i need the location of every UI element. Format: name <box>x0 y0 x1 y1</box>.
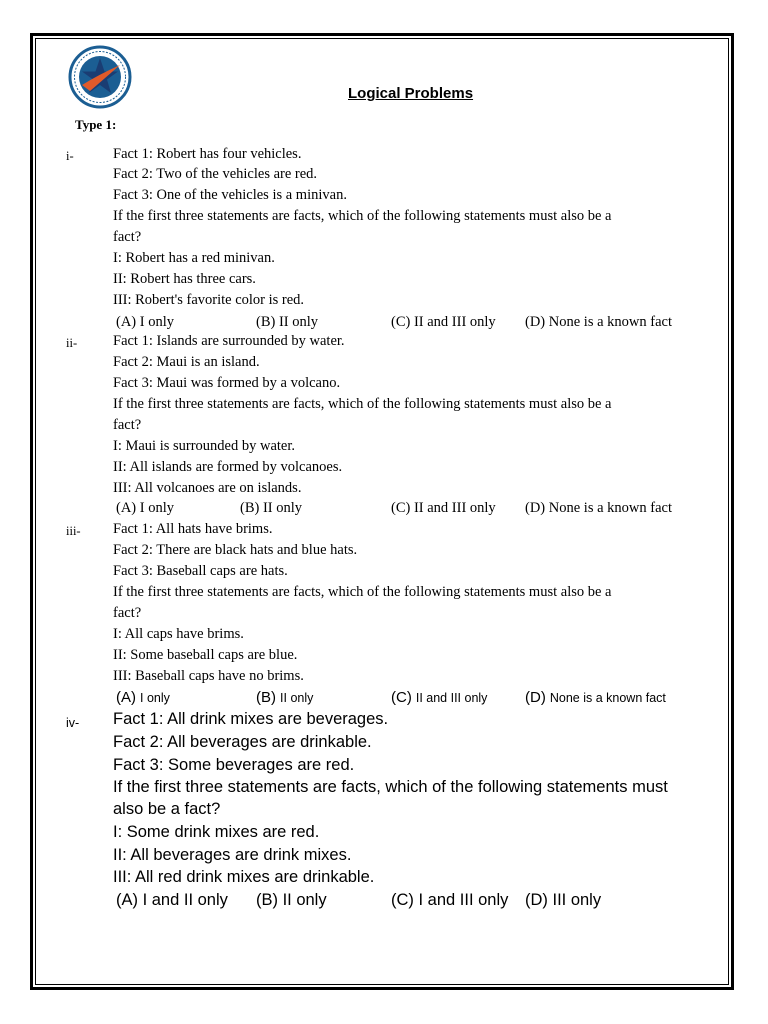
answer-option-b: (B) II only <box>240 500 303 516</box>
question-line: fact? <box>113 417 142 433</box>
section-label: Type 1: <box>75 117 117 132</box>
question-line: II: All beverages are drink mixes. <box>113 846 352 864</box>
question-line: II: All islands are formed by volcanoes. <box>113 459 343 475</box>
question-line: II: Some baseball caps are blue. <box>113 647 298 663</box>
answer-option-d: (D) None is a known fact <box>525 500 672 516</box>
answer-option-b <box>256 688 313 708</box>
answer-option-d: (D) None is a known fact <box>525 314 672 330</box>
question-line: Fact 3: One of the vehicles is a minivan. <box>113 187 347 203</box>
answer-option-c: (C) I and III only <box>391 891 509 909</box>
answer-option-a: (A) I and II only <box>116 891 228 909</box>
question-number: i- <box>66 149 74 163</box>
question-line: II: Robert has three cars. <box>113 271 256 287</box>
option-text: II and III only <box>415 691 488 705</box>
option-letter: (C) <box>391 689 412 706</box>
question-line: Fact 1: Islands are surrounded by water. <box>113 333 345 349</box>
question-line: I: Some drink mixes are red. <box>113 823 320 841</box>
question-number: iv- <box>66 716 80 730</box>
question-line: Fact 3: Maui was formed by a volcano. <box>113 375 341 391</box>
question-line: Fact 3: Baseball caps are hats. <box>113 563 288 579</box>
question-line: Fact 2: Two of the vehicles are red. <box>113 166 318 182</box>
option-text: II only <box>280 691 314 705</box>
question-line: III: Robert's favorite color is red. <box>113 292 305 308</box>
page-title: Logical Problems <box>348 85 474 102</box>
option-text: I only <box>140 691 170 705</box>
question-line: If the first three statements are facts, which of the following statements must also be a <box>113 208 612 224</box>
question-line: Fact 1: All drink mixes are beverages. <box>113 710 389 728</box>
answer-option-a: (A) I only <box>116 500 174 516</box>
question-line: fact? <box>113 229 142 245</box>
question-line: fact? <box>113 605 142 621</box>
question-line: Fact 3: Some beverages are red. <box>113 756 355 774</box>
question-number: ii- <box>66 336 78 350</box>
answer-option-a <box>116 688 170 708</box>
question-line: Fact 2: There are black hats and blue hats. <box>113 542 358 558</box>
answer-option-d: (D) III only <box>525 891 602 909</box>
answer-option-c: (C) II and III only <box>391 314 496 330</box>
question-line: III: All red drink mixes are drinkable. <box>113 868 375 886</box>
question-line: If the first three statements are facts, which of the following statements must <box>113 778 668 796</box>
option-letter: (D) <box>525 689 546 706</box>
question-line: If the first three statements are facts, which of the following statements must also be a <box>113 584 612 600</box>
question-line: Fact 2: Maui is an island. <box>113 354 260 370</box>
question-line: Fact 1: All hats have brims. <box>113 521 273 537</box>
option-letter: (B) <box>256 689 276 706</box>
question-line: Fact 2: All beverages are drinkable. <box>113 733 372 751</box>
option-letter: (A) <box>116 689 136 706</box>
institution-logo <box>68 45 132 109</box>
answer-option-c: (C) II and III only <box>391 500 496 516</box>
answer-option-b: (B) II only <box>256 891 327 909</box>
question-line: I: All caps have brims. <box>113 626 244 642</box>
question-number: iii- <box>66 524 81 538</box>
question-line: I: Robert has a red minivan. <box>113 250 275 266</box>
question-line: III: Baseball caps have no brims. <box>113 668 304 684</box>
answer-option-c <box>391 688 487 708</box>
question-line: I: Maui is surrounded by water. <box>113 438 296 454</box>
option-text: None is a known fact <box>549 691 666 705</box>
question-line: also be a fact? <box>113 800 221 818</box>
question-line: Fact 1: Robert has four vehicles. <box>113 146 302 162</box>
answer-option-d <box>525 688 666 708</box>
answer-option-b: (B) II only <box>256 314 319 330</box>
question-line: III: All volcanoes are on islands. <box>113 480 302 496</box>
question-line: If the first three statements are facts, which of the following statements must also be a <box>113 396 612 412</box>
answer-option-a: (A) I only <box>116 314 174 330</box>
